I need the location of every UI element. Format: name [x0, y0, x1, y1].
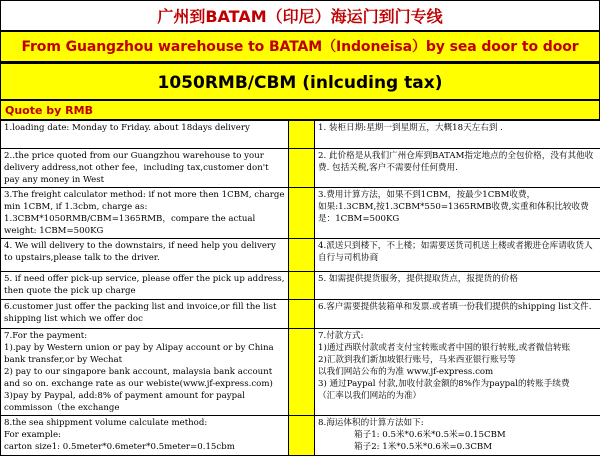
term-chinese — [315, 239, 600, 272]
term-english-line: 2..the price quoted from our Guangzhou warehouse to your delivery address,not other fee，including tax,customer don't pay any money in West — [4, 150, 285, 186]
term-english-line: For example: — [4, 429, 285, 441]
term-chinese — [315, 188, 600, 239]
term-chinese-line: （汇率以我们网站的为准） — [318, 390, 597, 402]
term-chinese-line: 4.派送只到楼下，不上楼；如需要送货司机送上楼或者搬进仓库请收货人自行与司机协商 — [318, 240, 597, 264]
title-chinese: 广州到BATAM（印尼）海运门到门专线 — [0, 0, 600, 31]
term-chinese-line: 以我们网站公布的为准 www.jf-express.com — [318, 366, 597, 378]
term-chinese — [315, 121, 600, 149]
term-chinese-line: 2. 此价格是从我们广州仓库到BATAM指定地点的全包价格，没有其他收费. 包括关税,客户不需要付任何费用. — [318, 150, 597, 174]
term-english-line: 1).pay by Western union or pay by Alipay account or by China bank transfer,or by Wechat — [4, 342, 285, 366]
term-chinese-line: 3) 通过Paypal 付款,加收付款金额的8%作为paypal的转账手续费 — [318, 378, 597, 390]
terms-table — [0, 120, 600, 456]
term-english — [1, 329, 289, 416]
price-per-cbm: 1050RMB/CBM (inlcuding tax) — [0, 62, 600, 100]
term-chinese-line: 如果:1.3CBM,按1.3CBM*550=1365RMB收费,实重和体积比较收费是：1CBM=500KG — [318, 201, 597, 225]
term-chinese-line: 箱子1: 0.5米*0.6米*0.5米=0.15CBM — [318, 429, 597, 441]
highlight-cell — [289, 300, 315, 329]
term-chinese — [315, 329, 600, 416]
term-english-line: carton size1: 0.5meter*0.6meter*0.5meter=0.15cbm — [4, 441, 285, 453]
table-row — [1, 188, 600, 239]
term-chinese — [315, 272, 600, 300]
term-chinese-line: 8.海运体积的计算方法如下: — [318, 417, 597, 429]
highlight-cell — [289, 329, 315, 416]
highlight-cell — [289, 121, 315, 149]
term-chinese — [315, 300, 600, 329]
table-row — [1, 329, 600, 416]
term-english-line: 8.the sea shippment volume calculate method: — [4, 417, 285, 429]
term-chinese-line: 5. 如需提供提货服务，提供提取货点，报提货的价格 — [318, 273, 597, 285]
term-chinese-line: 7.付款方式: — [318, 330, 597, 342]
table-row — [1, 149, 600, 188]
term-chinese — [315, 149, 600, 188]
term-english-line: 6.customer just offer the packing list and invoice,or fill the list shipping list which we offer doc — [4, 301, 285, 325]
highlight-cell — [289, 149, 315, 188]
term-english — [1, 149, 289, 188]
term-english-line: 3.The freight calculator method: if not more then 1CBM, charge min 1CBM, if 1.3cbm, charge as: 1.3CBM*1050RMB/CBM=1365RMB，compare the actual weight: 1CBM=500KG — [4, 189, 285, 237]
term-english-line: 4. We will delivery to the downstairs, if need help you delivery to upstairs,please talk to the driver. — [4, 240, 285, 264]
term-english — [1, 188, 289, 239]
term-english-line: 1.loading date: Monday to Friday. about 18days delivery — [4, 122, 285, 134]
highlight-cell — [289, 239, 315, 272]
term-chinese-line: 3.费用计算方法，如果不到1CBM，按最少1CBM收费， — [318, 189, 597, 201]
term-chinese-line: 1)通过西联付款或者支付宝转账或者中国的银行转账,或者微信转账 — [318, 342, 597, 354]
term-chinese-line: 2)汇款到我们新加坡银行账号，马来西亚银行账号等 — [318, 354, 597, 366]
table-row — [1, 239, 600, 272]
highlight-cell — [289, 188, 315, 239]
term-english-line: 7.For the payment: — [4, 330, 285, 342]
table-row — [1, 272, 600, 300]
term-english — [1, 239, 289, 272]
term-english — [1, 272, 289, 300]
term-chinese-line: 1. 装柜日期:星期一到星期五，大概18天左右到 . — [318, 122, 597, 134]
term-english-line: 2) pay to our singapore bank account, malaysia bank account and so on. exchange rate as our webiste(www.jf-express.com) — [4, 366, 285, 390]
table-row — [1, 121, 600, 149]
quote-row — [0, 100, 600, 120]
term-chinese-line: 箱子2: 1米*0.5米*0.6米=0.3CBM — [318, 441, 597, 453]
term-english — [1, 121, 289, 149]
term-chinese-line: 6.客户需要提供装箱单和发票.或者填一份我们提供的shipping list文件. — [318, 301, 597, 313]
table-row — [1, 300, 600, 329]
term-english — [1, 300, 289, 329]
highlight-cell — [289, 272, 315, 300]
term-english-line: 5. if need offer pick-up service, please offer the pick up address, then quote the pick up charge — [4, 273, 285, 297]
term-english-line: 3)pay by Paypal, add:8% of payment amount for paypal commisson（the exchange — [4, 390, 285, 414]
quote-label: Quote by RMB — [5, 103, 93, 119]
title-english: From Guangzhou warehouse to BATAM（Indoneisa）by sea door to door — [0, 31, 600, 62]
